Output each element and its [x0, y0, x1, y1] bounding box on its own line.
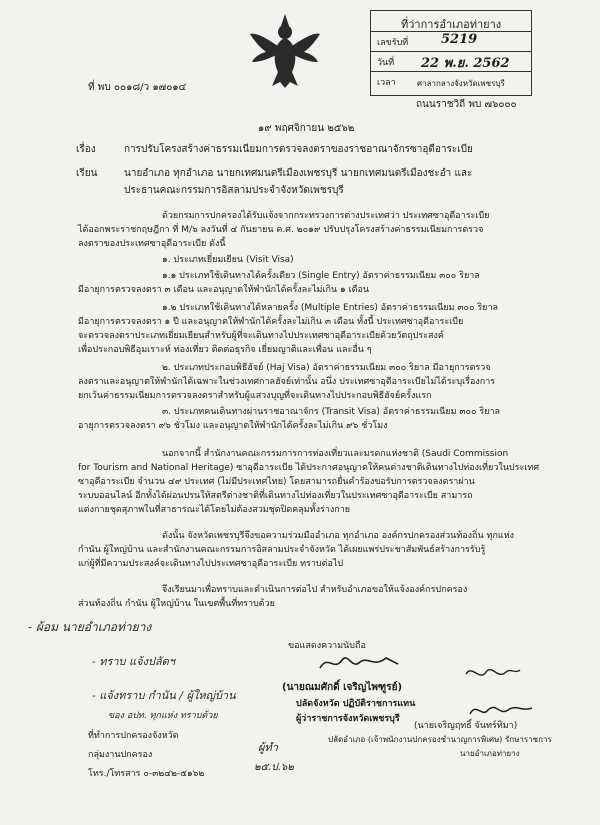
para-4-line-2: ส่วนท้องถิ่น กำนัน ผู้ใหญ่บ้าน ในเขตพื้นที่ทราบด้วย: [78, 599, 275, 609]
handwritten-date: ๒๕.ป.๖๒: [254, 762, 294, 773]
para-2-line-5: แต่งกายชุดสุภาพในที่สาธารณะได้โดยไม่ต้องสวมชุดปิดคลุมทั้งร่างกาย: [78, 505, 351, 515]
handwritten-note-4: ของ อปท. ทุกแห่ง ทราบด้วย: [108, 711, 218, 721]
para-2-line-2: for Tourism and National Heritage) ซาอุดีอาระเบีย ได้ประกาศอนุญาตให้คนต่างชาติเดินทางไปท่องเที่ยวในประเทศ: [78, 463, 540, 473]
recipient-line-2: ประธานคณะกรรมการอิสลามประจำจังหวัดเพชรบุรี: [124, 185, 344, 196]
signature-icon: [316, 650, 402, 676]
para-3-line-1: ดังนั้น จังหวัดเพชรบุรีจึงขอความร่วมมืออำเภอ ทุกอำเภอ องค์กรปกครองส่วนท้องถิ่น ทุกแห่ง: [162, 531, 515, 541]
footer-group: กลุ่มงานปกครอง: [88, 750, 153, 760]
item-1-1-line-2: มีอายุการตรวจลงตรา ๓ เดือน และอนุญาตให้พำนักได้ครั้งละไม่เกิน ๑ เดือน: [78, 285, 370, 295]
handwritten-note-3: - แจ้งทราบ กำนัน / ผู้ใหญ่บ้าน: [92, 689, 236, 702]
para-2-line-3: ซาอุดีอาระเบีย จำนวน ๔๙ ประเทศ (ไม่มีประเทศไทย) โดยสามารถยื่นคำร้องขอรับการตรวจลงตราผ่าน: [78, 477, 475, 487]
stamp-receive-no: 5219: [441, 32, 478, 47]
signer-title-2: ผู้ว่าราชการจังหวัดเพชรบุรี: [296, 714, 400, 724]
para-2-line-4: ระบบออนไลน์ อีกทั้งได้ผ่อนปรนให้สตรีต่างชาติที่เดินทางไปท่องเที่ยวในประเทศซาอุดีอาระเบีย สามารถ: [78, 491, 473, 501]
item-1-1-line-1: ๑.๑ ประเภทใช้เดินทางได้ครั้งเดียว (Single Entry) อัตราค่าธรรมเนียม ๓๐๐ ริยาล: [162, 271, 480, 281]
stamp-office: ที่ว่าการอำเภอท่ายาง: [401, 18, 502, 31]
handwritten-note-1: - ผ้อม นายอำเภอท่ายาง: [28, 620, 152, 634]
signer-title-1: ปลัดจังหวัด ปฏิบัติราชการแทน: [296, 699, 416, 709]
item-1-2-line-4: เพื่อประกอบพิธีอุมเราะห์ ท่องเที่ยว ติดต่อธุรกิจ เยี่ยมญาติและเพื่อน และอื่น ๆ: [78, 345, 372, 355]
sender-address: ถนนราชวิถี พบ ๗๖๐๐๐: [416, 99, 517, 110]
footer-dept: ที่ทำการปกครองจังหวัด: [88, 731, 179, 741]
handwritten-note-2: - ทราบ แจ้งปลัดฯ: [92, 655, 175, 668]
subject-text: การปรับโครงสร้างค่าธรรมเนียมการตรวจลงตราของราชอาณาจักรซาอุดีอาระเบีย: [124, 144, 473, 155]
recipient-label: เรียน: [76, 168, 98, 179]
stamp-time-label: เวลา: [377, 78, 396, 88]
subject-label: เรื่อง: [76, 144, 96, 155]
item-2-line-2: ลงตราและอนุญาตให้พำนักได้เฉพาะในช่วงเทศกาลฮัจย์เท่านั้น อนึ่ง ประเทศซาอุดีอาระเบียไม่ได้ระบุเรื่องการ: [78, 377, 496, 387]
closing-respect: ขอแสดงความนับถือ: [288, 641, 366, 651]
item-1-2-line-1: ๑.๒ ประเภทใช้เดินทางได้หลายครั้ง (Multiple Entries) อัตราค่าธรรมเนียม ๓๐๐ ริยาล: [162, 303, 499, 313]
signature-icon: [466, 698, 536, 722]
stamp-date-value: 22 พ.ย. 2562: [421, 56, 510, 71]
second-signer-title-1: ปลัดอำเภอ (เจ้าพนักงานปกครองชำนาญการพิเศษ) รักษาราชการ: [328, 735, 552, 744]
garuda-emblem-icon: [248, 12, 322, 90]
intro-line-3: ลงตราของประเทศซาอุดีอาระเบีย ดังนี้: [78, 239, 226, 249]
item-3-line-2: อายุการตรวจลงตรา ๙๖ ชั่วโมง และอนุญาตให้พำนักได้ครั้งละไม่เกิน ๙๖ ชั่วโมง: [78, 421, 388, 431]
second-signer-title-2: นายอำเภอท่ายาง: [460, 749, 520, 758]
intro-line-1: ด้วยกรมการปกครองได้รับแจ้งจากกระทรวงการต่างประเทศว่า ประเทศซาอุดีอาระเบีย: [162, 211, 490, 221]
signer-name: (นายณมศักดิ์ เจริญไพฑูรย์): [282, 682, 403, 693]
para-2-line-1: นอกจากนี้ สำนักงานคณะกรรมการการท่องเที่ยวและมรดกแห่งชาติ (Saudi Commission: [162, 449, 509, 459]
handwritten-initial: ผู้ทำ: [258, 741, 278, 754]
para-4-line-1: จึงเรียนมาเพื่อทราบและดำเนินการต่อไป สำหรับอำเภอขอให้แจ้งองค์กรปกครอง: [162, 585, 468, 595]
para-3-line-2: กำนัน ผู้ใหญ่บ้าน และสำนักงานคณะกรรมการอิสลามประจำจังหวัด ได้เผยแพร่ประชาสัมพันธ์สร้างการรับรู้: [78, 545, 486, 555]
stamp-date-label: วันที่: [377, 58, 395, 68]
item-1-2-line-3: จะตรวจลงตราประเภทเยี่ยมเยียนสำหรับผู้ที่จะเดินทางไปประเทศซาอุดีอาระเบียด้วยวัตถุประสงค์: [78, 331, 444, 341]
document-date: ๑๙ พฤศจิกายน ๒๕๖๒: [258, 123, 355, 134]
para-3-line-3: แก่ผู้ที่มีความประสงค์จะเดินทางไปประเทศซาอุดีอาระเบีย ทราบต่อไป: [78, 559, 344, 569]
item-1-2-line-2: มีอายุการตรวจลงตรา ๑ ปี และอนุญาตให้พำนักได้ครั้งละไม่เกิน ๓ เดือน ทั้งนี้ ประเทศซาอุดีอาระเบีย: [78, 317, 464, 327]
item-2-line-3: ยกเว้นค่าธรรมเนียมการตรวจลงตราสำหรับผู้แสวงบุญที่จะเดินทางไปประกอบพิธีฮัจย์ครั้งแรก: [78, 391, 432, 401]
stamp-footer: ศาลากลางจังหวัดเพชรบุรี: [417, 79, 505, 88]
signature-icon: [462, 662, 522, 684]
footer-phone: โทร./โทรสาร ๐-๓๒๔๒-๕๑๖๒: [88, 769, 205, 779]
item-1-title: ๑. ประเภทเยี่ยมเยียน (Visit Visa): [162, 255, 294, 265]
stamp-receive-label: เลขรับที่: [377, 38, 409, 48]
item-2-line-1: ๒. ประเภทประกอบพิธีฮัจย์ (Haj Visa) อัตราค่าธรรมเนียม ๓๐๐ ริยาล มีอายุการตรวจ: [162, 363, 491, 373]
intro-line-2: ได้ออกพระราชกฤษฎีกา ที่ M/๖ ลงวันที่ ๔ กันยายน ค.ศ. ๒๐๑๙ ปรับปรุงโครงสร้างค่าธรรมเนียมการตรวจ: [78, 225, 484, 235]
recipient-line-1: นายอำเภอ ทุกอำเภอ นายกเทศมนตรีเมืองเพชรบุรี นายกเทศมนตรีเมืองชะอำ และ: [124, 168, 473, 179]
item-3-line-1: ๓. ประเภทคนเดินทางผ่านราชอาณาจักร (Transit Visa) อัตราค่าธรรมเนียม ๓๐๐ ริยาล: [162, 407, 501, 417]
document-number: ที่ พบ ๐๐๑๘/ว ๑๗๐๑๔: [88, 82, 187, 93]
second-signer-name: (นายเจริญฤทธิ์ จันทร์ทิมา): [414, 721, 518, 731]
receive-stamp: [370, 10, 532, 96]
